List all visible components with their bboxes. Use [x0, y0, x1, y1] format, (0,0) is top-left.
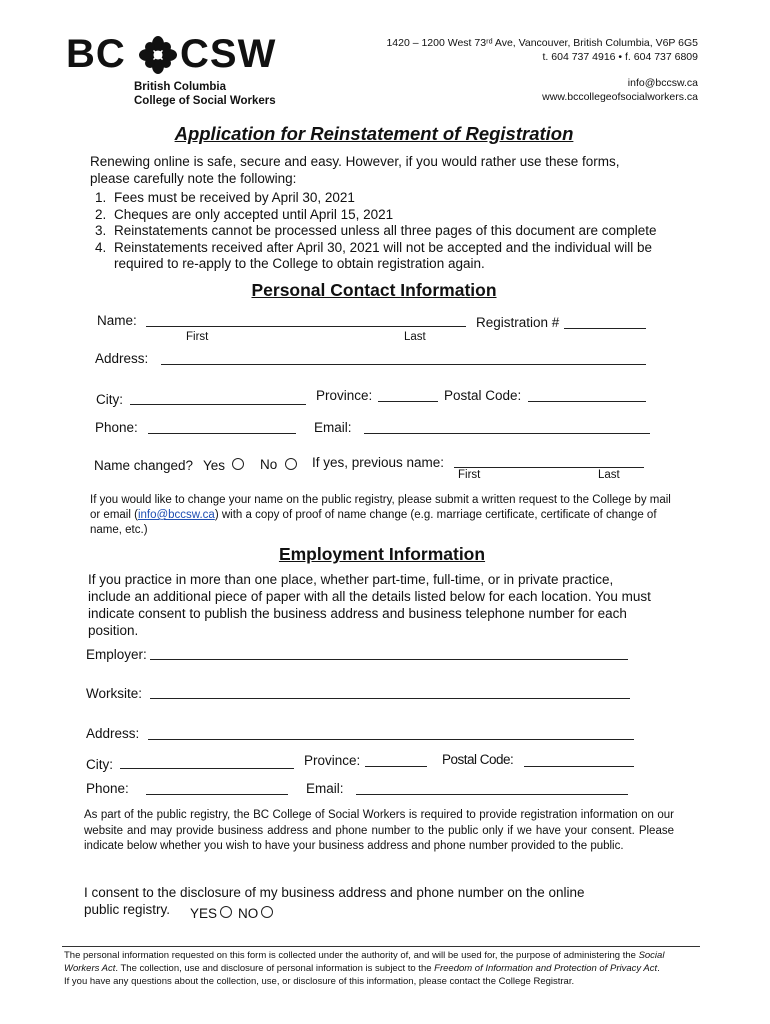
- name-change-note: [90, 493, 680, 538]
- list-item: 4. Reinstatements received after April 30, 2021 will not be accepted and the individual will be required to re-apply to the College to obtain registration again.: [110, 240, 700, 273]
- postal-label: Postal Code:: [444, 388, 522, 403]
- province-field[interactable]: [378, 401, 438, 402]
- employment-phone-field[interactable]: [146, 794, 288, 795]
- address-label: Address:: [95, 351, 149, 366]
- registration-field[interactable]: [564, 328, 646, 329]
- employment-city-label: City:: [86, 757, 113, 772]
- email-label: Email:: [314, 420, 352, 435]
- name-changed-no-radio[interactable]: [285, 458, 297, 470]
- flower-icon: [138, 36, 178, 74]
- phone-line: t. 604 737 4916 • f. 604 737 6809: [542, 51, 698, 63]
- prev-last-label: Last: [598, 469, 620, 481]
- employment-heading: Employment Information: [278, 544, 486, 564]
- employment-phone-label: Phone:: [86, 781, 129, 796]
- worksite-field[interactable]: [150, 698, 630, 699]
- consent-line-2: public registry.: [84, 902, 171, 917]
- name-first-label: First: [186, 331, 209, 343]
- page-title: Application for Reinstatement of Registration: [174, 123, 574, 144]
- footer-line-3: If you have any questions about the collection, use, or disclosure of this information, please contact the College Registrar.: [64, 976, 575, 987]
- email-link[interactable]: info@bccsw.ca: [627, 77, 698, 89]
- logo: [66, 34, 296, 74]
- name-changed-yes-radio[interactable]: [232, 458, 244, 470]
- consent-yes-label: YES: [190, 906, 218, 921]
- phone-label: Phone:: [95, 420, 138, 435]
- prev-first-label: First: [458, 469, 481, 481]
- employment-email-field[interactable]: [356, 794, 628, 795]
- intro-text: Renewing online is safe, secure and easy. However, if you would rather use these forms, please carefully note the following:: [90, 154, 620, 186]
- province-label: Province:: [316, 388, 373, 403]
- name-changed-yes-label: Yes: [203, 458, 226, 473]
- name-changed-label: Name changed?: [94, 458, 194, 473]
- website-link[interactable]: www.bccollegeofsocialworkers.ca: [542, 91, 698, 103]
- name-last-label: Last: [404, 331, 426, 343]
- org-name: [134, 80, 276, 108]
- employer-label: Employer:: [86, 647, 147, 662]
- name-change-note-text-end: ) with a copy of proof of name change (e.g. marriage certificate, certificate of change of name, etc.): [90, 509, 657, 536]
- footer-act-2: Freedom of Information and Protection of Privacy Act: [434, 963, 658, 974]
- org-line-1: British Columbia: [134, 81, 227, 93]
- city-label: City:: [96, 392, 123, 407]
- consent-no-radio[interactable]: [261, 906, 273, 918]
- footer-text-2: . The collection, use and disclosure of personal information is subject to the: [115, 963, 435, 974]
- footer-divider: [62, 946, 700, 947]
- postal-field[interactable]: [528, 401, 646, 402]
- footer-text-3: .: [657, 963, 660, 974]
- name-changed-no-label: No: [260, 457, 278, 472]
- employment-email-label: Email:: [306, 781, 344, 796]
- employment-province-field[interactable]: [365, 766, 427, 767]
- footer-text-1: The personal information requested on this form is collected under the authority of, and will be used for, the purpose of administering the: [64, 950, 639, 961]
- registration-label: Registration #: [476, 315, 560, 330]
- employment-address-label: Address:: [86, 726, 140, 741]
- employer-field[interactable]: [150, 659, 628, 660]
- contact-block: [386, 36, 698, 104]
- phone-field[interactable]: [148, 433, 296, 434]
- name-label: Name:: [97, 313, 137, 328]
- employment-address-field[interactable]: [148, 739, 634, 740]
- employment-intro: If you practice in more than one place, whether part-time, full-time, or in private practice, include an additional piece of paper with all the details listed below for each location. You must indicate consent to publish the business address and business telephone number for each position.: [88, 572, 651, 638]
- registry-note: As part of the public registry, the BC College of Social Workers is required to provide registration information on our website and may provide business address and phone number to the public only if we have your consent. Please indicate below whether you wish to have your business address and phone number provided to the public.: [84, 809, 674, 852]
- employment-postal-label: Postal Code:: [442, 752, 514, 767]
- list-item: 3. Reinstatements cannot be processed unless all three pages of this document are complete: [110, 223, 700, 240]
- consent-text: [84, 884, 684, 901]
- employment-postal-field[interactable]: [524, 766, 634, 767]
- address-line: 1420 – 1200 West 73ʳᵈ Ave, Vancouver, British Columbia, V6P 6G5: [386, 37, 698, 49]
- notes-list: [88, 190, 700, 273]
- city-field[interactable]: [130, 404, 306, 405]
- logo-csw-text: CSW: [180, 32, 277, 76]
- employment-city-field[interactable]: [120, 768, 294, 769]
- list-item: 2. Cheques are only accepted until April 15, 2021: [110, 207, 700, 224]
- previous-name-label: If yes, previous name:: [312, 455, 445, 470]
- list-item: 1. Fees must be received by April 30, 2021: [110, 190, 700, 207]
- logo-bc-text: BC: [66, 32, 126, 76]
- consent-line-1: I consent to the disclosure of my business address and phone number on the online: [84, 885, 585, 900]
- employment-province-label: Province:: [304, 753, 361, 768]
- footer-act-1: Social Workers Act: [64, 950, 665, 974]
- personal-heading: Personal Contact Information: [251, 280, 497, 300]
- email-link[interactable]: info@bccsw.ca: [137, 509, 215, 521]
- privacy-footer: [64, 949, 700, 988]
- consent-yes-radio[interactable]: [220, 906, 232, 918]
- org-line-2: College of Social Workers: [134, 95, 276, 107]
- address-field[interactable]: [161, 364, 646, 365]
- email-field[interactable]: [364, 433, 650, 434]
- consent-no-label: NO: [238, 906, 259, 921]
- worksite-label: Worksite:: [86, 686, 143, 701]
- name-field[interactable]: [146, 326, 466, 327]
- name-change-note-text: If you would like to change your name on the public registry, please submit a written request to the College by mail or email (: [90, 494, 671, 521]
